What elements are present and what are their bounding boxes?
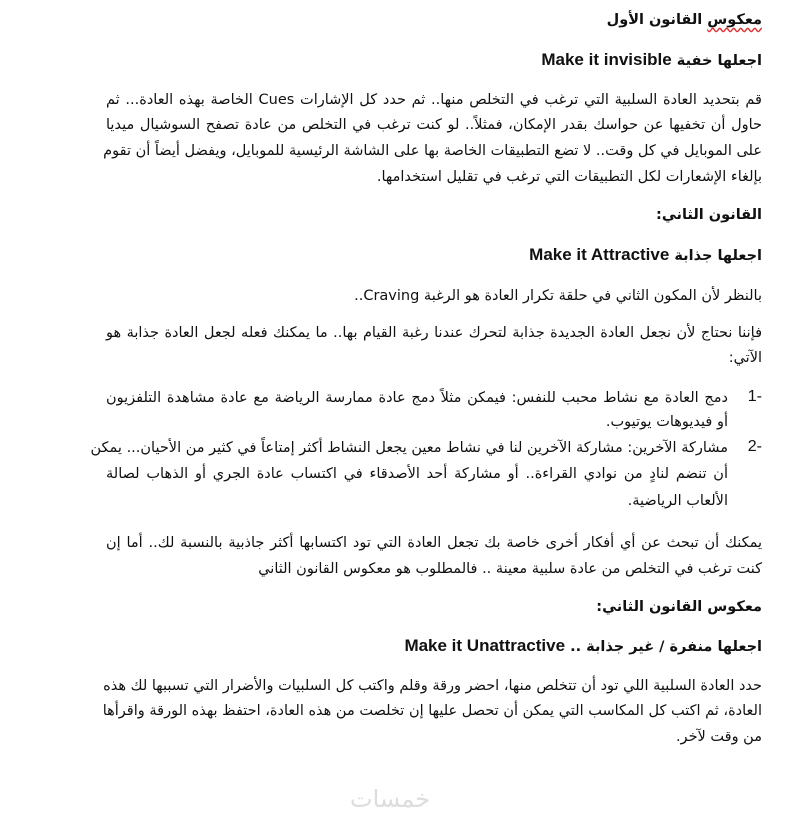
- reverse2-line: العادة، ثم اكتب كل المكاسب التي يمكن أن تحصل عليها إن تخلصت من هذه العادة، احتفظ بهذه الورقة واقرأها: [102, 703, 762, 719]
- list-item-line: أو فيديوهات يوتيوب.: [605, 414, 728, 430]
- law1-line: قم بتحديد العادة السلبية التي ترغب في التخلص منها.. ثم حدد كل الإشارات Cues الخاصة بهذه العادة... ثم: [106, 92, 762, 108]
- list-number: -1: [747, 388, 762, 405]
- law1-heading: اجعلها خفية Make it invisible: [541, 50, 762, 69]
- list-item-line: مشاركة الآخرين: مشاركة الآخرين لنا في نشاط معين يجعل النشاط أكثر إمتاعاً في كثير من الأحيان... يمكن: [90, 440, 728, 456]
- reverse2-line: من وقت لآخر.: [675, 729, 762, 745]
- watermark-logo: خمسات: [350, 785, 431, 813]
- reverse2-heading: اجعلها منفرة / غير جذابة .. Make it Unattractive: [404, 636, 762, 655]
- law2-intro: بالنظر لأن المكون الثاني في حلقة تكرار العادة هو الرغبة Craving..: [354, 288, 762, 304]
- reverse2-line: حدد العادة السلبية اللي تود أن تتخلص منها، احضر ورقة وقلم واكتب كل السلبيات والأضرار التي تسببها لك هذه: [103, 678, 762, 694]
- law1-line: على الموبايل في كل وقت.. لا تضع التطبيقات الخاصة بها على الشاشة الرئيسية للموبايل، ويفضل أيضاً أن تقوم: [103, 143, 762, 159]
- law1-line: حاول أن تخفيها عن حواسك بقدر الإمكان، فمثلاً.. لو كنت ترغب في التخلص من عادة تصفح السوشيال ميديا: [106, 117, 762, 133]
- list-item-line: الألعاب الرياضية.: [627, 493, 728, 509]
- law2-closing-line: كنت ترغب في التخلص من عادة سلبية معينة .. فالمطلوب هو معكوس القانون الثاني: [258, 561, 762, 577]
- list-number: -2: [747, 438, 762, 455]
- list-item-line: أن تنضم لنادٍ من نوادي القراءة.. أو مشاركة أحد الأصدقاء في اكتساب عادة الجري أو الذهاب لصالة: [106, 466, 728, 482]
- section-title: معكوس القانون الأول: [606, 12, 762, 28]
- law2-label: القانون الثاني:: [656, 207, 762, 223]
- law1-line: بإلغاء الإشعارات لكل التطبيقات التي ترغب في تقليل استخدامها.: [376, 169, 762, 185]
- law2-heading: اجعلها جذابة Make it Attractive: [529, 245, 762, 264]
- reverse2-label: معكوس القانون الثاني:: [596, 599, 762, 615]
- law2-closing-line: يمكنك أن تبحث عن أي أفكار أخرى خاصة بك تجعل العادة التي تود اكتسابها أكثر جاذبية بالنسبة لك.. أما إن: [106, 535, 762, 551]
- law2-paragraph-line: الآتي:: [728, 350, 762, 366]
- law2-paragraph-line: فإننا نحتاج لأن نجعل العادة الجديدة جذابة لتحرك عندنا رغبة القيام بها.. ما يمكنك فعله لجعل العادة جذابة هو: [106, 325, 762, 341]
- list-item-line: دمج العادة مع نشاط محبب للنفس: فيمكن مثلاً دمج عادة ممارسة الرياضة مع عادة مشاهدة التلفزيون: [106, 390, 728, 406]
